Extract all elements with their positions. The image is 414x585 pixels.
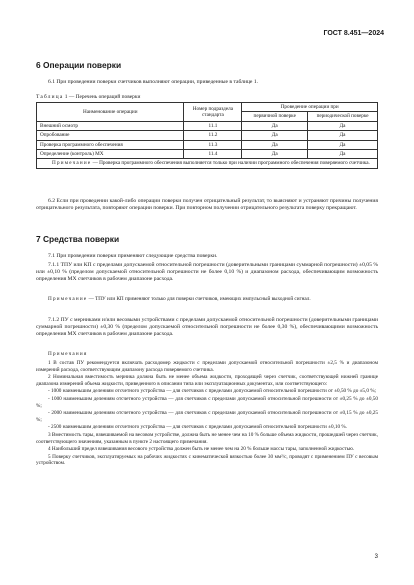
paragraph-7-1-2: 7.1.2 ПУ с мерниками и/или весовыми устройствами с пределами допускаемой относительной погрешности (доверительными границами суммарной погрешности) ±0,30 % (пределом допускаемой относительной погрешности не более 0,30 %), обеспечивающими возможность определения МХ счетчиков в рабочем диапазоне расхода.: [36, 317, 378, 338]
table-cell-primary: Да: [242, 150, 308, 159]
section-6-title: 6 Операции поверки: [36, 60, 122, 70]
table-header-primary: первичной поверке: [242, 112, 308, 121]
table-header-group: Проведение операции при: [242, 103, 378, 112]
table-row: [37, 150, 378, 159]
notes-label: Примечания: [48, 351, 88, 357]
table-cell-periodic: Да: [308, 140, 378, 149]
table-row: [37, 140, 378, 149]
table-header-periodic: периодической поверке: [308, 112, 378, 121]
table-cell-periodic: Да: [308, 150, 378, 159]
table-cell-name: Определение (контроль) МХ: [37, 150, 184, 159]
table-cell-item: 11.2: [184, 131, 242, 140]
note-item: 4 Наибольший предел взвешивания весового устройства должен быть не менее чем на 20 % больше массы тары, заполненной жидкостью.: [48, 446, 355, 453]
table-caption-text: 1 — Перечень операций поверки: [64, 94, 141, 100]
table-header-name: Наименование операции: [37, 103, 184, 122]
paragraph-7-1: 7.1 При проведении поверки применяют следующие средства поверки.: [48, 253, 218, 259]
table-cell-item: 11.4: [184, 150, 242, 159]
table-cell-name: Опробование: [37, 131, 184, 140]
note-7-1-1-label: Примечание: [48, 296, 88, 302]
paragraph-6-1: 6.1 При проведении поверки счетчиков выполняют операции, приведенные в таблице 1.: [48, 79, 259, 85]
table-cell-name: Внешний осмотр: [37, 121, 184, 130]
table-header-item: Номер подраздела стандарта: [184, 103, 242, 122]
note-item: - 2500 наименьшим делениям отсчетного устройства — для счетчиков с пределами допускаемой относительной погрешности ±0,10 %.: [48, 424, 347, 431]
table-cell-periodic: Да: [308, 121, 378, 130]
table-cell-primary: Да: [242, 131, 308, 140]
table-note: [37, 159, 378, 168]
table-note-row: [37, 159, 378, 168]
table-cell-primary: Да: [242, 140, 308, 149]
document-header: ГОСТ 8.451—2024: [323, 30, 384, 37]
notes-list: [36, 360, 378, 468]
note-7-1-1-text: — ТПУ или КП применяют только для поверки счетчиков, имеющих импульсный выходной сигнал.: [88, 296, 311, 302]
table-cell-periodic: Да: [308, 131, 378, 140]
note-item: 2 Номинальная вместимость мерника должна быть не менее объема жидкости, проходящей через счетчик, соответствующей нижней границе диапазона измерений объема жидкости, приведенного в описании типа или эксплуатационных документах, или соответствующего:: [36, 374, 378, 387]
table-row: [37, 131, 378, 140]
note-item: - 1000 наименьшим делениям отсчетного устройства — для счетчиков с пределами допускаемой относительной погрешности от ±0,50 % до ±5,0 %;: [48, 388, 376, 395]
table-cell-name: Проверка программного обеспечения: [37, 140, 184, 149]
section-7-title: 7 Средства поверки: [36, 234, 120, 244]
note-item: - 2000 наименьшим делениям отсчетного устройства — для счетчиков с пределами допускаемой относительной погрешности от ±0,15 % до ±0,25 %;: [36, 410, 378, 423]
note-item: - 1000 наименьшим делениям отсчетного устройства — для счетчиков с пределами допускаемой относительной погрешности от ±0,25 % до ±0,50 %;: [36, 395, 378, 409]
table-cell-item: 11.1: [184, 121, 242, 130]
table-caption: [36, 94, 140, 101]
table-row: [37, 121, 378, 130]
note-item: 5 Поверку счетчиков, эксплуатируемых на рабочих жидкостях с кинематической вязкостью более 30 мм²/с, проводят с применением ПУ с весовым устройством.: [36, 453, 378, 467]
table-caption-label: Таблица: [36, 94, 64, 100]
paragraph-7-1-1: 7.1.1 ТПУ или КП с пределами допускаемой относительной погрешности (доверительными границами суммарной погрешности) ±0,05 % или ±0,10 % (пределом допускаемой относительной погрешности не более 0,10 %) и диапазоном расхода, обеспечивающим возможность определения МХ счетчиков в рабочем диапазоне расхода.: [36, 262, 378, 283]
table-note-text: — Проверка программного обеспечения выполняется только при наличии программного обеспечения поверяемого счетчика.: [92, 160, 370, 167]
page-number: 3: [374, 554, 378, 560]
table-cell-primary: Да: [242, 121, 308, 130]
note-item: 1 В состав ПУ рекомендуется включать расходомер жидкости с пределами допускаемой относительной погрешности ±2,5 % и диапазоном измерений расхода, соответствующим диапазону расхода поверяемого счетчика.: [36, 360, 378, 373]
table-note-label: Примечание: [52, 160, 92, 167]
note-item: 3 Вместимость тары, взвешиваемой на весовом устройстве, должна быть не менее чем на 10 % больше объема жидкости, прошедшей через счетчик, соответствующего значениям, указанным в пункте 2 настоящего примечания.: [36, 431, 378, 445]
table-cell-item: 11.3: [184, 140, 242, 149]
operations-table: [36, 102, 378, 169]
paragraph-6-2: 6.2 Если при проведении какой-либо операции поверки получен отрицательный результат, то выясняют и устраняют причины получения отрицательного результата, повторяют операции поверки. При повторном получении отрицательного результата поверку прекращают.: [36, 198, 378, 212]
note-7-1-1: [36, 296, 378, 303]
